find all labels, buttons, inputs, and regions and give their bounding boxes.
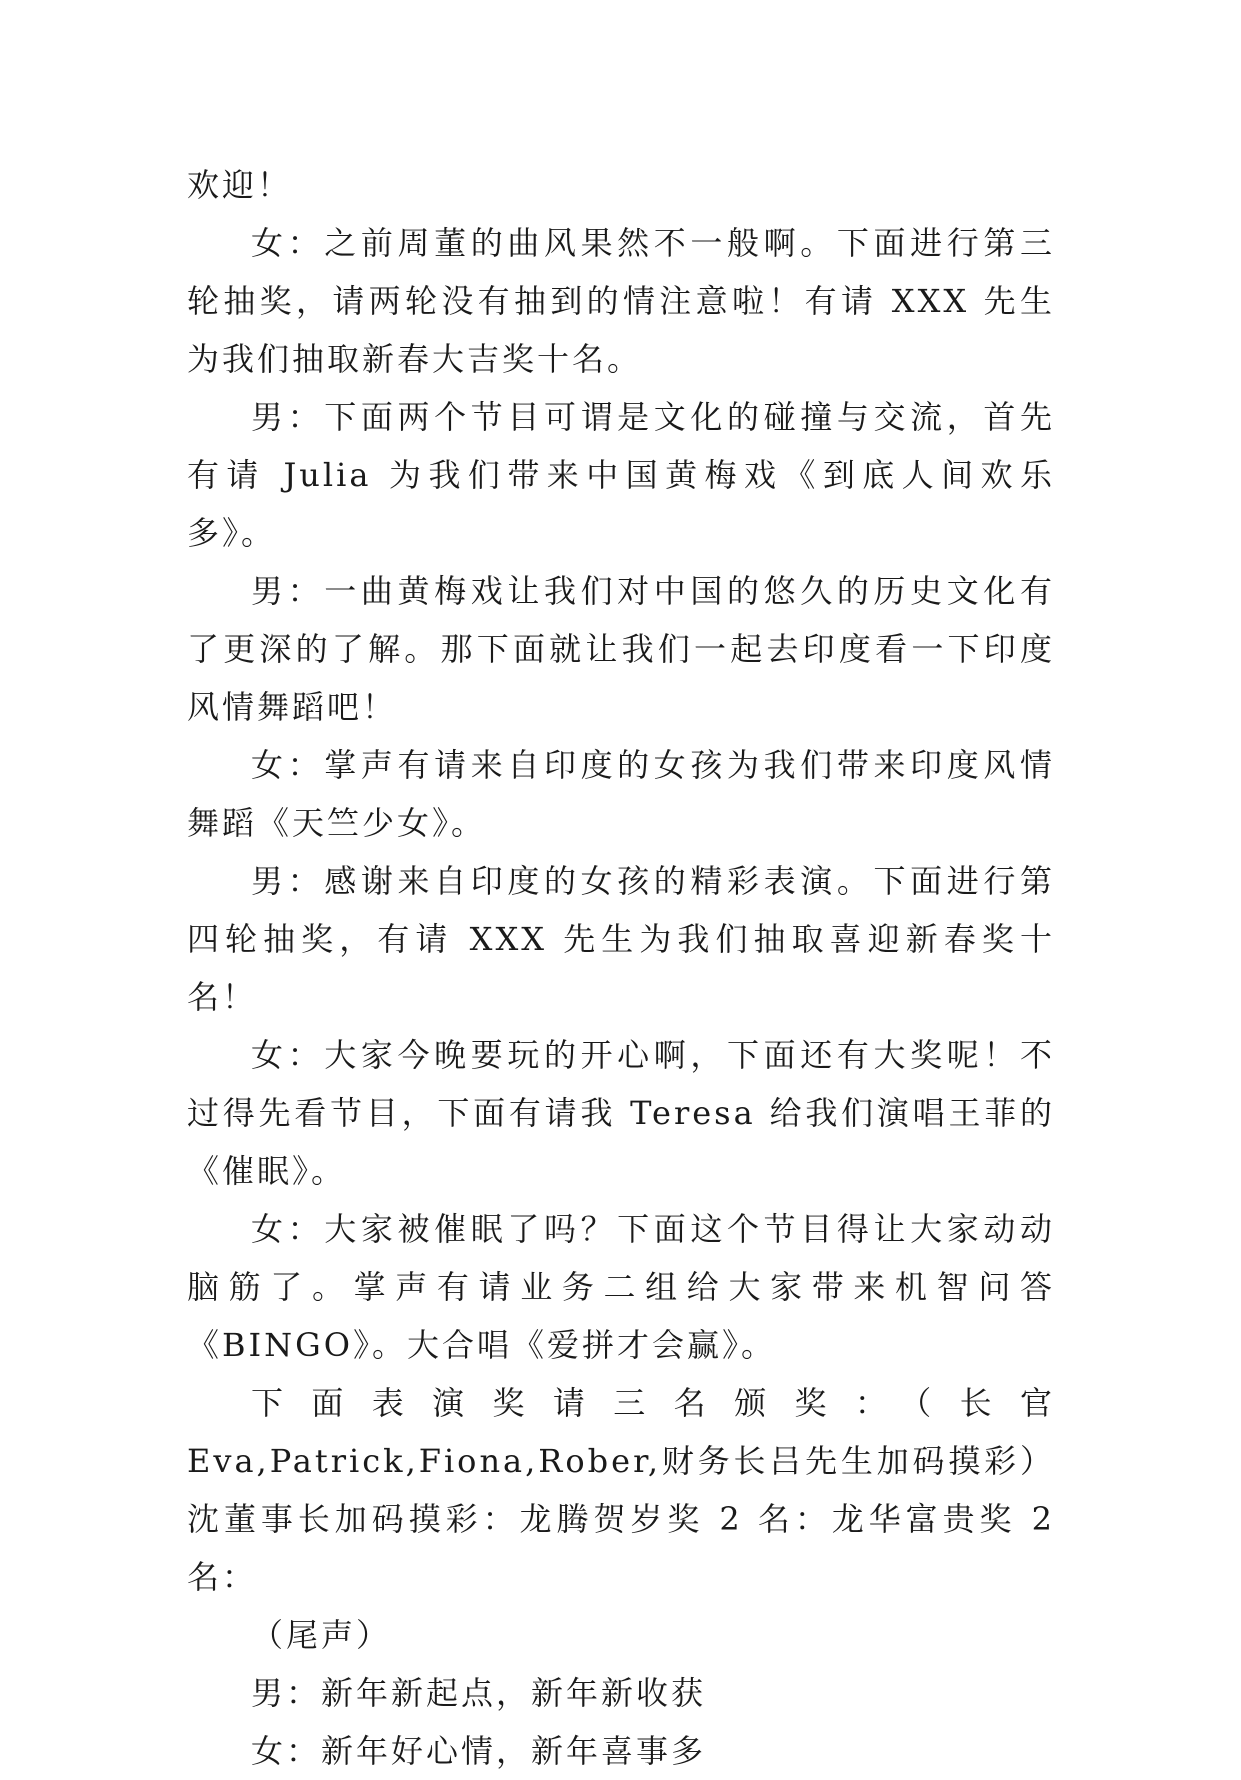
paragraph-welcome: 欢迎！ [187,166,293,204]
paragraph-fourth-draw: 男：感谢来自印度的女孩的精彩表演。下面进行第四轮抽奖，有请 XXX 先生为我们抽取喜迎新春奖十名！ [187,862,1055,1016]
paragraph-male-closing: 男：新年新起点，新年新收获 [251,1674,707,1712]
paragraph-teresa-song: 女：大家今晚要玩的开心啊，下面还有大奖呢！不过得先看节目，下面有请我 Teresa 给我们演唱王菲的《催眠》。 [187,1036,1055,1190]
paragraph-huangmei-opera: 男：下面两个节目可谓是文化的碰撞与交流，首先有请 Julia 为我们带来中国黄梅戏《到底人间欢乐多》。 [187,398,1055,552]
paragraph-third-draw: 女：之前周董的曲风果然不一般啊。下面进行第三轮抽奖，请两轮没有抽到的情注意啦！有请 XXX 先生为我们抽取新春大吉奖十名。 [187,224,1055,378]
paragraph-bingo: 女：大家被催眠了吗？下面这个节目得让大家动动脑筋了。掌声有请业务二组给大家带来机智问答《BINGO》。大合唱《爱拼才会赢》。 [187,1210,1055,1364]
paragraph-india-intro: 男：一曲黄梅戏让我们对中国的悠久的历史文化有了更深的了解。那下面就让我们一起去印度看一下印度风情舞蹈吧！ [187,572,1055,726]
document-body [187,156,1055,1780]
paragraph-epilogue-heading: （尾声） [251,1616,392,1654]
paragraph-india-dance: 女：掌声有请来自印度的女孩为我们带来印度风情舞蹈《天竺少女》。 [187,746,1055,842]
paragraph-awards: 下面表演奖请三名颁奖：（长官 Eva,Patrick,Fiona,Rober,财务长吕先生加码摸彩）沈董事长加码摸彩：龙腾贺岁奖 2 名：龙华富贵奖 2 名： [187,1384,1055,1596]
paragraph-female-closing: 女：新年好心情，新年喜事多 [251,1732,707,1770]
